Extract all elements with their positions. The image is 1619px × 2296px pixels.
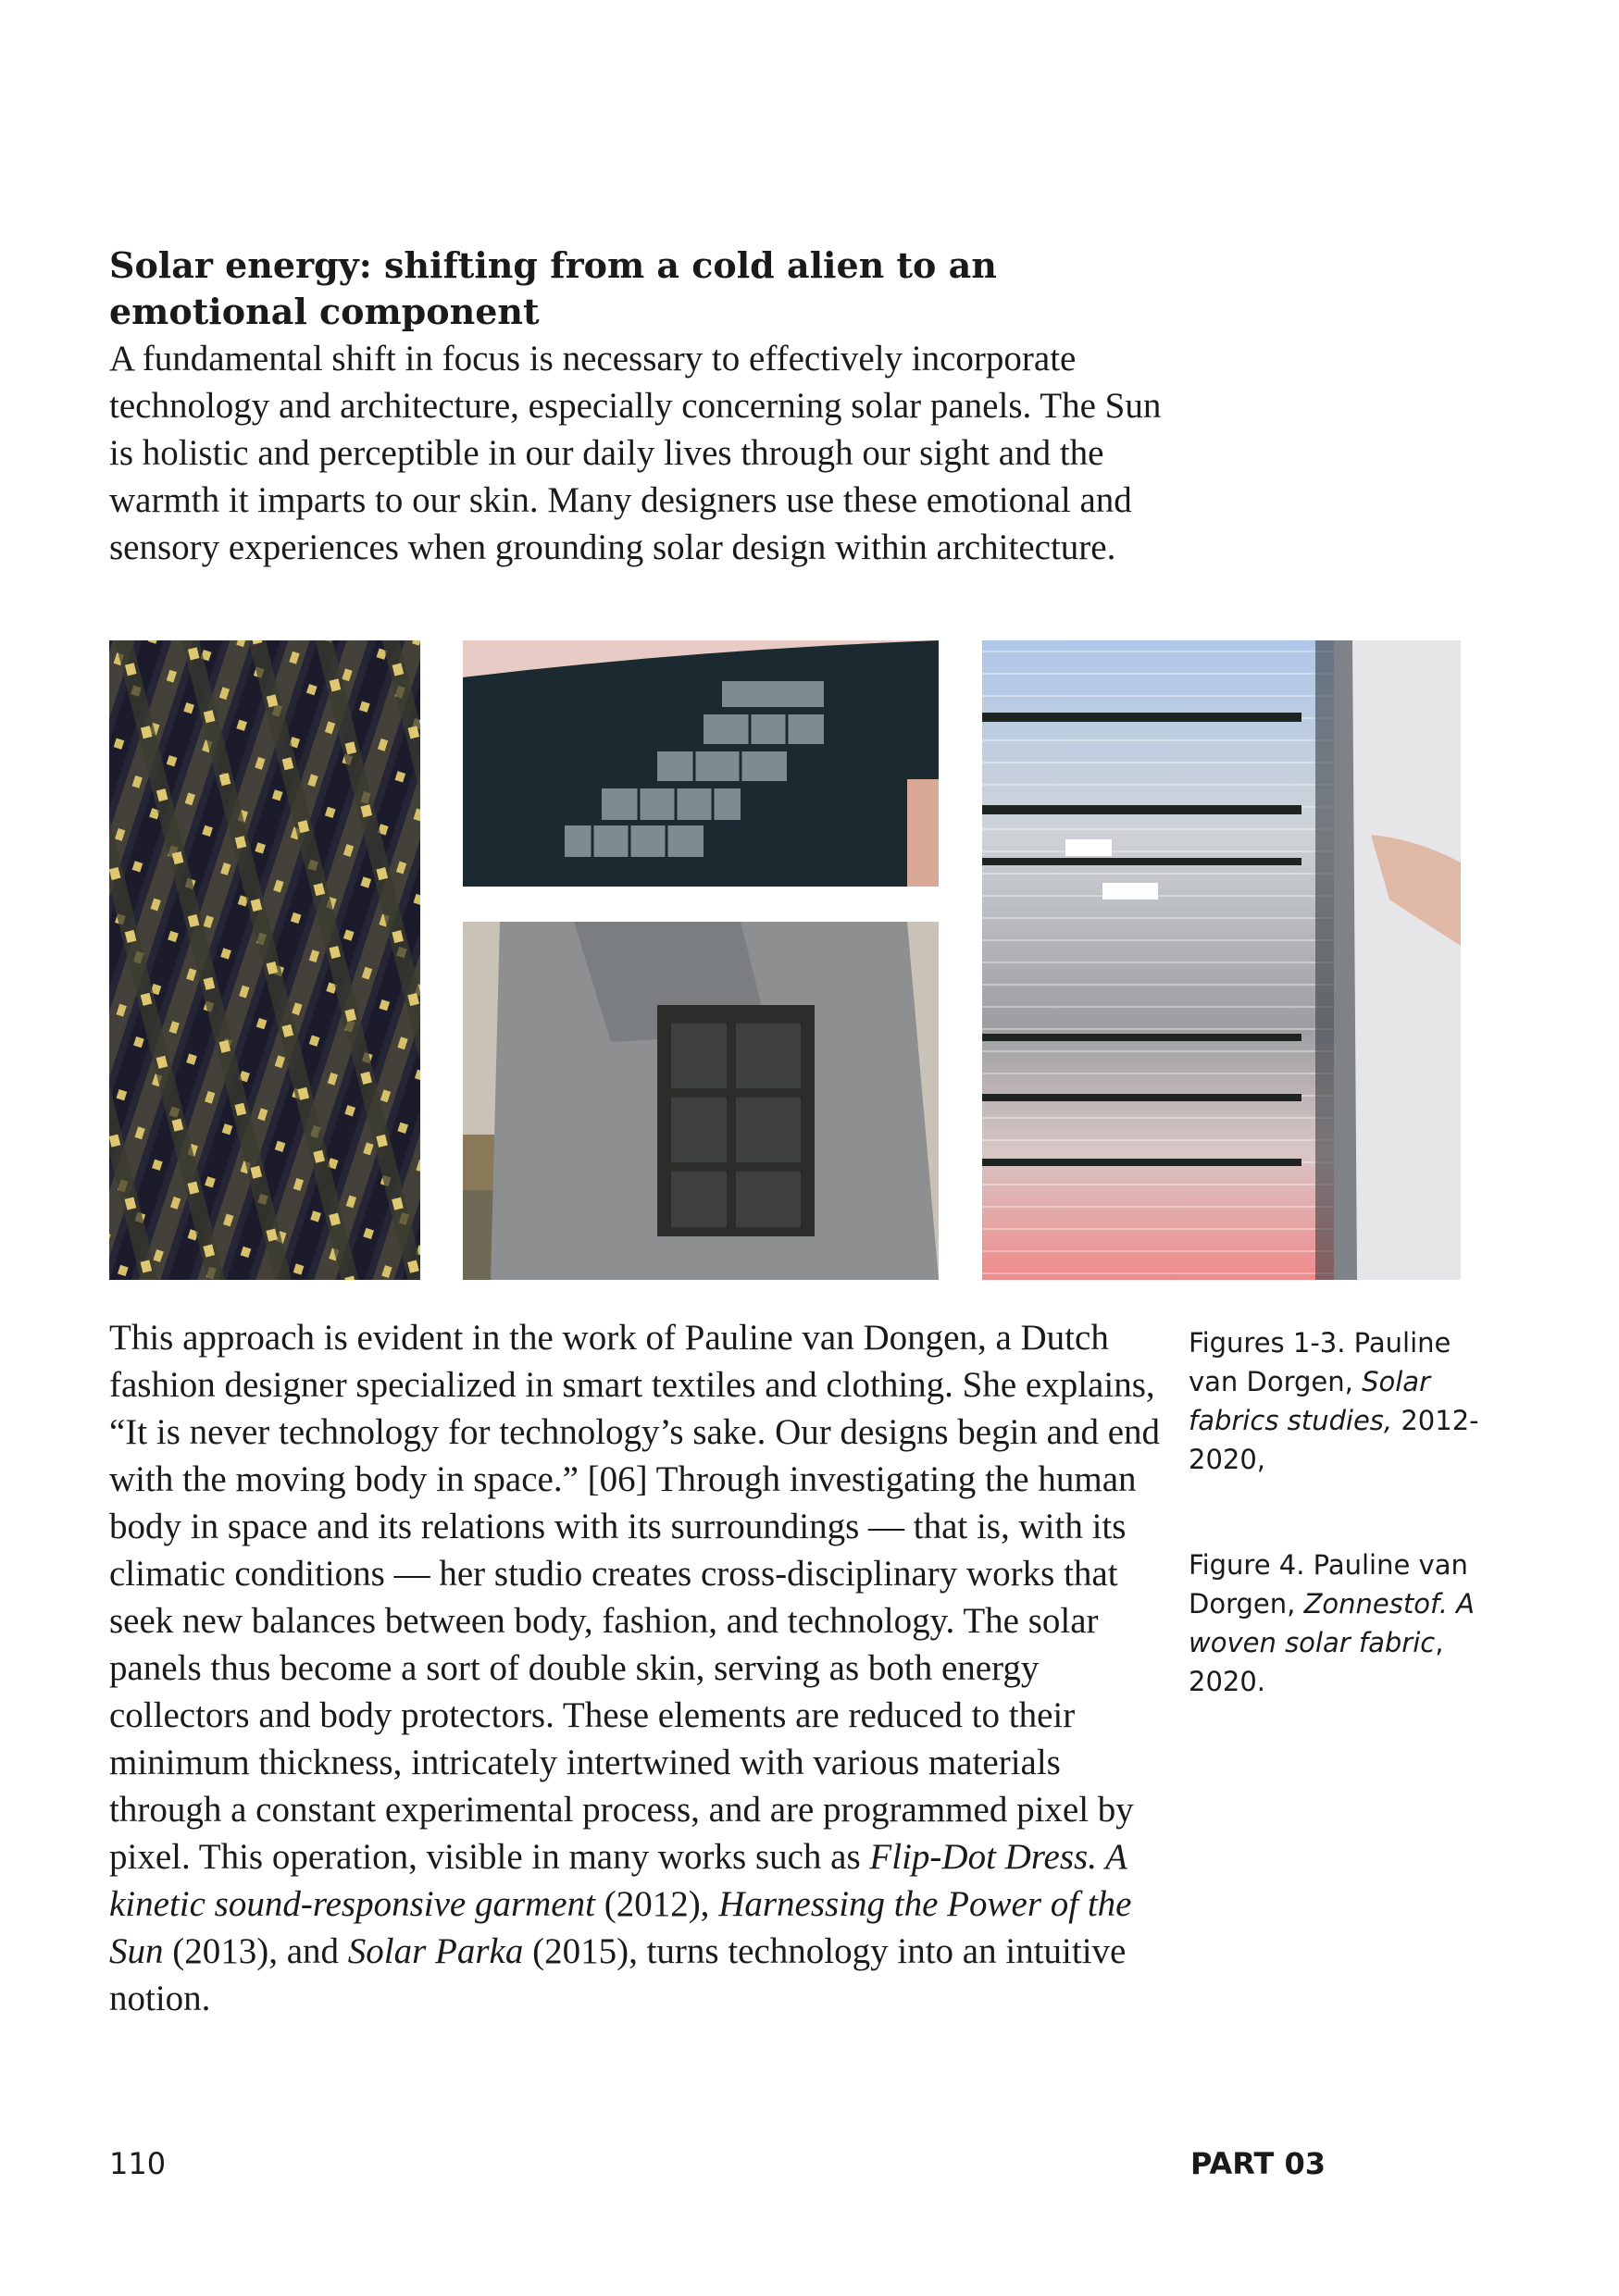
work-title-solar-parka: Solar Parka: [347, 1931, 524, 1971]
body-text-4: (2015), turns technology into an intuitive notion.: [109, 1931, 1127, 2018]
figure-1-solar-strips-photo: [109, 640, 420, 1280]
body-text-2: (2012),: [594, 1884, 719, 1924]
caption-2-tail: , 2020.: [1189, 1627, 1444, 1697]
figure-4-woven-solar-fabric-photo: [982, 640, 1461, 1280]
body-paragraph: [109, 1314, 1164, 2022]
figure-caption-1-3: [1189, 1323, 1485, 1479]
figure-2-solar-textile-photo: [463, 640, 939, 887]
section-label: PART 03: [1190, 2146, 1326, 2181]
page-number: 110: [109, 2146, 167, 2181]
caption-1-lead: Figures 1-3. Pauline van Dorgen,: [1189, 1327, 1451, 1397]
caption-2-title: Zonnestof. A woven solar fabric: [1189, 1588, 1475, 1658]
figure-caption-4: [1189, 1545, 1485, 1701]
body-text-1: This approach is evident in the work of Pauline van Dongen, a Dutch fashion designer specialized in smart textiles and clothing. She explains, “It is never technology for technology’s sake. Our designs begin and end with the moving body in space.” [06] Through investigating the human body in space and its relations with its surroundings — that is, with its climatic conditions — her studio creates cross-disciplinary works that seek new balances between body, fashion, and technology. The solar panels thus become a sort of double skin, serving as both energy collectors and body protectors. These elements are reduced to their minimum thickness, intricately intertwined with various materials through a constant experimental process, and are programmed pixel by pixel. This operation, visible in many works such as: [109, 1318, 1161, 1877]
work-title-harnessing-sun: Harnessing the Power of the Sun: [109, 1884, 1132, 1971]
caption-1-tail: 2012-2020,: [1189, 1405, 1479, 1475]
intro-paragraph: A fundamental shift in focus is necessary to effectively incorporate technology and architecture, especially concerning solar panels. The Sun is holistic and perceptible in our daily lives through our sight and the warmth it imparts to our skin. Many designers use these emotional and sensory experiences when grounding solar design within architecture.: [109, 339, 1162, 567]
caption-1-title: Solar fabrics studies,: [1189, 1366, 1430, 1436]
section-heading: Solar energy: shifting from a cold alien to an emotional component: [109, 244, 997, 332]
work-title-flip-dot-dress: Flip-Dot Dress. A kinetic sound-responsive garment: [109, 1837, 1127, 1924]
caption-2-lead: Figure 4. Pauline van Dorgen,: [1189, 1549, 1468, 1620]
body-text-3: (2013), and: [163, 1931, 348, 1971]
figure-3-solar-garment-photo: [463, 922, 939, 1280]
